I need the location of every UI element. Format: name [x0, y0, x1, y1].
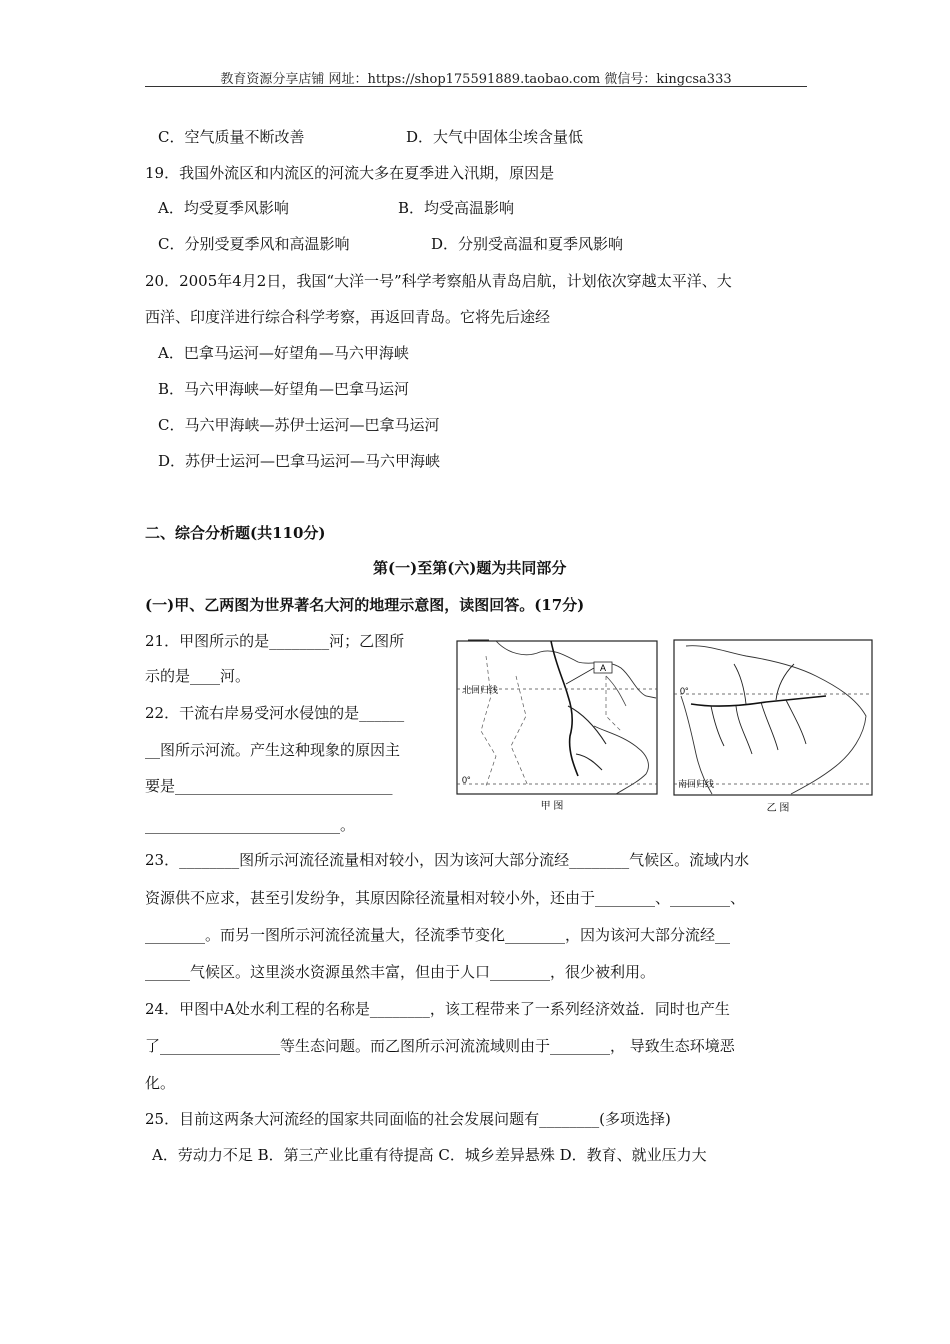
header-rule	[145, 86, 807, 87]
q19-option-c: C．分别受夏季风和高温影响	[158, 235, 350, 253]
map-jia-label: 甲 图	[540, 801, 564, 812]
map-jia-tropic-label: 北回归线	[462, 685, 499, 695]
q20-option-b: B．马六甲海峡—好望角—巴拿马运河	[158, 380, 410, 398]
page-header: 教育资源分享店铺 网址：https://shop175591889.taobao.com 微信号：kingcsa333	[220, 72, 732, 87]
map-jia-equator-label: 0°	[462, 775, 471, 785]
q20-option-c: C．马六甲海峡—苏伊士运河—巴拿马运河	[158, 416, 440, 434]
q22-line3: 要是_____________________________	[145, 777, 393, 795]
q20-option-d: D．苏伊士运河—巴拿马运河—马六甲海峡	[158, 452, 441, 470]
q20-stem-line2: 西洋、印度洋进行综合科学考察，再返回青岛。它将先后途经	[145, 308, 551, 326]
q22-line2: __图所示河流。产生这种现象的原因主	[145, 741, 401, 759]
q19-option-a: A．均受夏季风影响	[158, 199, 289, 217]
q21-line1: 21．甲图所示的是________河；乙图所	[145, 632, 405, 650]
section2-title: 二、综合分析题(共110分)	[145, 524, 326, 542]
section2-part1-intro: (一)甲、乙两图为世界著名大河的地理示意图，读图回答。(17分)	[145, 596, 585, 614]
river-maps	[456, 636, 876, 818]
q23-line3: ________。而另一图所示河流径流量大，径流季节变化________，因为该河大部分流经__	[145, 926, 731, 944]
q23-line1: 23．________图所示河流径流量相对较小，因为该河大部分流经________气候区。流域内水	[145, 851, 750, 869]
q18-option-d: D．大气中固体尘埃含量低	[406, 128, 584, 146]
q24-line3: 化。	[145, 1074, 176, 1092]
q25-options: A．劳动力不足 B．第三产业比重有待提高 C．城乡差异悬殊 D．教育、就业压力大	[152, 1146, 707, 1164]
q22-line4: __________________________。	[145, 816, 356, 834]
map-jia-point-a: A	[599, 663, 607, 673]
q20-stem-line1: 20．2005年4月2日，我国“大洋一号”科学考察船从青岛启航，计划依次穿越太平洋、大	[145, 272, 732, 290]
map-yi-equator-label: 0°	[680, 686, 689, 696]
q19-option-d: D．分别受高温和夏季风影响	[431, 235, 624, 253]
q19-stem: 19．我国外流区和内流区的河流大多在夏季进入汛期，原因是	[145, 164, 555, 182]
q21-line2: 示的是____河。	[145, 667, 251, 685]
map-jia	[457, 640, 657, 812]
section2-common-part: 第(一)至第(六)题为共同部分	[373, 559, 567, 577]
q20-option-a: A．巴拿马运河—好望角—马六甲海峡	[158, 344, 409, 362]
q18-option-c: C．空气质量不断改善	[158, 128, 305, 146]
map-yi-tropic-label: 南回归线	[678, 779, 715, 789]
q19-option-b: B．均受高温影响	[398, 199, 515, 217]
map-figure	[456, 636, 876, 814]
map-yi	[674, 640, 872, 814]
q25-stem: 25．目前这两条大河流经的国家共同面临的社会发展问题有________(多项选择)	[145, 1110, 671, 1128]
q23-line2: 资源供不应求，甚至引发纷争，其原因除径流量相对较小外，还由于________、________、	[145, 889, 746, 907]
map-yi-label: 乙 图	[766, 803, 790, 814]
q24-line1: 24．甲图中A处水利工程的名称是________，该工程带来了一系列经济效益．同时也产生	[145, 1000, 730, 1018]
q22-line1: 22．干流右岸易受河水侵蚀的是______	[145, 704, 405, 722]
q24-line2: 了________________等生态问题。而乙图所示河流流域则由于________， 导致生态环境恶	[145, 1037, 735, 1055]
q23-line4: ______气候区。这里淡水资源虽然丰富，但由于人口________，很少被利用。	[145, 963, 656, 981]
